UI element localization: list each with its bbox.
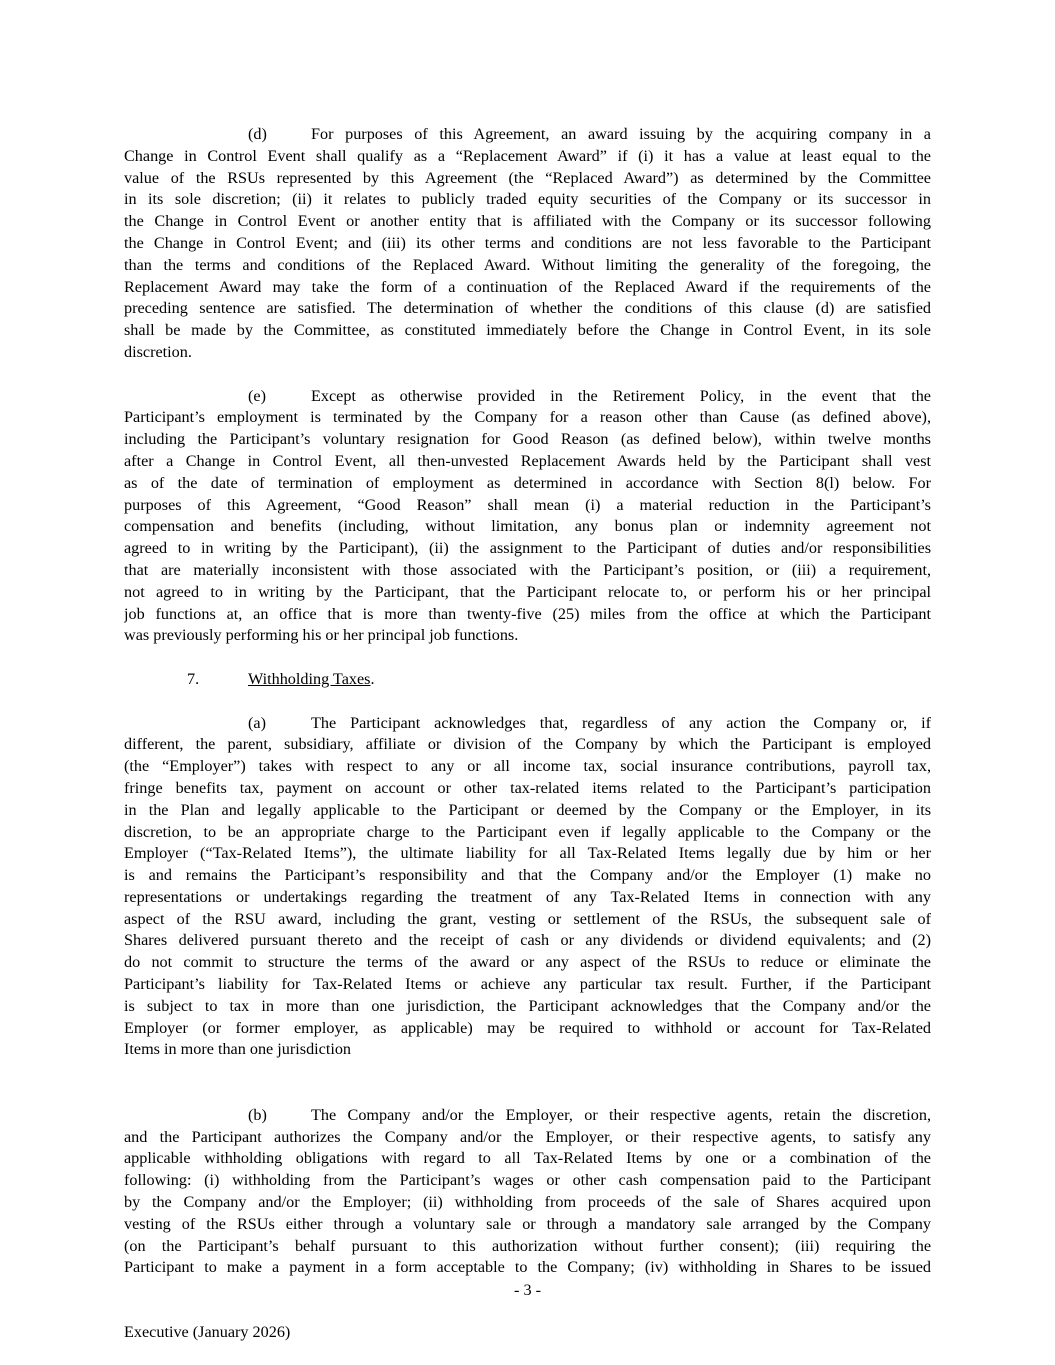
section-number: 7. bbox=[187, 669, 200, 688]
clause-first-line bbox=[124, 1105, 931, 1127]
clause-text-line: job functions at, an office that is more than twenty-five (25) miles from the office at which the Participant bbox=[124, 604, 931, 623]
clause-text-line: shall be made by the Committee, as constituted immediately before the Change in Control Event, in its sole bbox=[124, 321, 931, 340]
spacer bbox=[124, 1061, 931, 1105]
clause-text-line: is subject to tax in more than one jurisdiction, the Participant acknowledges that the Company and/or the bbox=[124, 996, 931, 1015]
clause-e bbox=[124, 386, 931, 648]
clause-text: The Company and/or the Employer, or their respective agents, retain the discretion, bbox=[311, 1105, 931, 1124]
clause-text-line: aspect of the RSU award, including the grant, vesting or settlement of the RSUs, the subsequent sale of bbox=[124, 909, 931, 928]
clause-text-line: vesting of the RSUs either through a voluntary sale or through a mandatory sale arranged by the Company bbox=[124, 1214, 931, 1233]
clause-text-line: following: (i) withholding from the Participant’s wages or other cash compensation paid to the Participant bbox=[124, 1171, 931, 1190]
clause-text-line: agreed to in writing by the Participant), (ii) the assignment to the Participant of duties and/or responsibilities bbox=[124, 539, 931, 558]
spacer bbox=[124, 691, 931, 713]
section-heading bbox=[124, 669, 931, 691]
clause-text-line: that are materially inconsistent with those associated with the Participant’s position, or (iii) a requirement, bbox=[124, 560, 931, 579]
clause-text-line: by the Company and/or the Employer; (ii) withholding from proceeds of the sale of Shares acquired upon bbox=[124, 1193, 931, 1212]
clause-first-line bbox=[124, 713, 931, 735]
clause-text-line: different, the parent, subsidiary, affiliate or division of the Company by which the Participant is employed bbox=[124, 735, 931, 754]
clause-d bbox=[124, 124, 931, 364]
clause-text-line: Participant to make a payment in a form acceptable to the Company; (iv) withholding in Shares to be issued bbox=[124, 1258, 931, 1277]
clause-first-line bbox=[124, 386, 931, 408]
clause-text-line: Participant’s liability for Tax-Related Items or achieve any particular tax result. Further, if the Participant bbox=[124, 975, 931, 994]
document-footer-label: Executive (January 2026) bbox=[124, 1323, 291, 1341]
clause-text-line: the Change in Control Event; and (iii) its other terms and conditions are not less favorable to the Participant bbox=[124, 233, 931, 252]
clause-label: (e) bbox=[248, 386, 266, 405]
clause-text-line: as of the date of termination of employment as determined in accordance with Section 8(l) below. For bbox=[124, 473, 931, 492]
section-title: Withholding Taxes bbox=[248, 669, 371, 688]
clause-text-line: preceding sentence are satisfied. The determination of whether the conditions of this clause (d) are satisfied bbox=[124, 299, 931, 318]
clauses-d-e bbox=[124, 124, 931, 647]
clause-text-line: fringe benefits tax, payment on account or other tax-related items related to the Participant’s participation bbox=[124, 778, 931, 797]
clause-a bbox=[124, 713, 931, 1062]
clause-text-line: Employer (“Tax-Related Items”), the ultimate liability for all Tax-Related Items legally due by him or her bbox=[124, 844, 931, 863]
spacer bbox=[124, 647, 931, 669]
clause-text-line: Items in more than one jurisdiction bbox=[124, 1040, 352, 1059]
clause-text-line: was previously performing his or her principal job functions. bbox=[124, 626, 519, 645]
document-page bbox=[124, 124, 931, 1279]
clause-text-line: value of the RSUs represented by this Agreement (the “Replaced Award”) as determined by the Committee bbox=[124, 168, 931, 187]
clause-text-line: purposes of this Agreement, “Good Reason” shall mean (i) a material reduction in the Participant’s bbox=[124, 495, 931, 514]
clause-text-line: do not commit to structure the terms of the award or any aspect of the RSUs to reduce or eliminate the bbox=[124, 953, 931, 972]
clause-text: Except as otherwise provided in the Retirement Policy, in the event that the bbox=[311, 386, 931, 405]
clause-label: (d) bbox=[248, 125, 267, 143]
clause-text-line: and the Participant authorizes the Company and/or the Employer, or their respective agents, to satisfy any bbox=[124, 1127, 931, 1146]
clause-text-line: in its sole discretion; (ii) it relates to publicly traded equity securities of the Company or its successor in bbox=[124, 190, 931, 209]
clause-text-line: discretion. bbox=[124, 342, 192, 361]
clause-text-line: Employer (or former employer, as applicable) may be required to withhold or account for Tax-Related bbox=[124, 1018, 931, 1037]
clause-text-line: not agreed to in writing by the Participant, that the Participant relocate to, or perform his or her principal bbox=[124, 582, 931, 601]
spacer bbox=[124, 364, 931, 386]
section-title-suffix: . bbox=[370, 669, 375, 688]
clause-text-line: (the “Employer”) takes with respect to any or all income tax, social insurance contributions, payroll tax, bbox=[124, 757, 931, 776]
clause-text-line: compensation and benefits (including, without limitation, any bonus plan or indemnity agreement not bbox=[124, 517, 931, 536]
clause-text-line: Participant’s employment is terminated by the Company for a reason other than Cause (as defined above), bbox=[124, 408, 931, 427]
page-number: - 3 - bbox=[514, 1281, 541, 1299]
clause-text-line: including the Participant’s voluntary resignation for Good Reason (as defined below), within twelve months bbox=[124, 430, 931, 449]
clause-text-line: the Change in Control Event or another entity that is affiliated with the Company or its successor following bbox=[124, 212, 931, 231]
clause-text-line: Shares delivered pursuant thereto and the receipt of cash or any dividends or dividend equivalents; and (2) bbox=[124, 931, 931, 950]
clause-label: (b) bbox=[248, 1105, 267, 1124]
clause-text-line: representations or undertakings regarding the treatment of any Tax-Related Items in connection with any bbox=[124, 887, 931, 906]
clause-text-line: Replacement Award may take the form of a continuation of the Replaced Award if the requirements of the bbox=[124, 277, 931, 296]
clause-text-line: after a Change in Control Event, all then-unvested Replacement Awards held by the Participant shall vest bbox=[124, 451, 931, 470]
clause-text-line: is and remains the Participant’s responsibility and that the Company and/or the Employer (1) make no bbox=[124, 866, 931, 885]
clause-text-line: in the Plan and legally applicable to the Participant or deemed by the Company or the Employer, in its bbox=[124, 800, 931, 819]
clause-b bbox=[124, 1105, 931, 1279]
clause-first-line bbox=[124, 124, 931, 146]
clause-text-line: discretion, to be an appropriate charge to the Participant even if legally applicable to the Company or the bbox=[124, 822, 931, 841]
clause-label: (a) bbox=[248, 713, 266, 732]
clause-text-line: applicable withholding obligations with regard to all Tax-Related Items by one or a combination of the bbox=[124, 1149, 931, 1168]
clause-a bbox=[124, 713, 931, 1062]
clause-text: For purposes of this Agreement, an award issuing by the acquiring company in a bbox=[311, 125, 931, 143]
clause-text-line: Change in Control Event shall qualify as a “Replacement Award” if (i) it has a value at least equal to the bbox=[124, 146, 931, 165]
clause-b bbox=[124, 1105, 931, 1279]
clause-text-line: than the terms and conditions of the Replaced Award. Without limiting the generality of the foregoing, the bbox=[124, 255, 931, 274]
clause-text-line: (on the Participant’s behalf pursuant to this authorization without further consent); (iii) requiring the bbox=[124, 1236, 931, 1255]
clause-text: The Participant acknowledges that, regardless of any action the Company or, if bbox=[311, 713, 931, 732]
